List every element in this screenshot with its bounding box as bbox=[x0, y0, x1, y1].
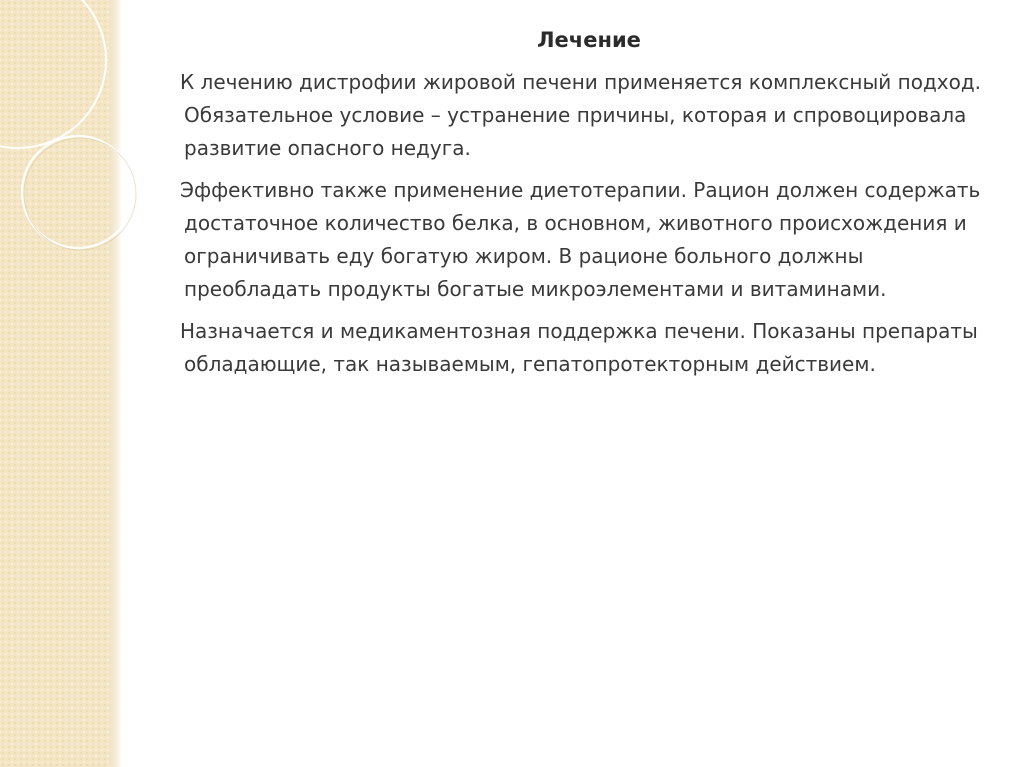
decorative-side-band bbox=[0, 0, 110, 767]
slide-content bbox=[170, 28, 990, 390]
paragraph-1: К лечению дистрофии жировой печени применяется комплексный подход. Обязательное условие – устранение причины, которая и спровоцировала развитие опасного недуга. bbox=[180, 70, 982, 160]
slide-title: Лечение bbox=[537, 28, 641, 52]
band-edge-shading bbox=[110, 0, 122, 767]
paragraph-3: Назначается и медикаментозная поддержка печени. Показаны препараты обладающие, так называемым, гепатопротекторным действием. bbox=[180, 319, 978, 376]
paragraph-2: Эффективно также применение диетотерапии. Рацион должен содержать достаточное количество белка, в основном, животного происхождения и ограничивать еду богатую жиром. В рационе больного должны преобладать продукты богатые микроэлементами и витаминами. bbox=[180, 178, 981, 301]
